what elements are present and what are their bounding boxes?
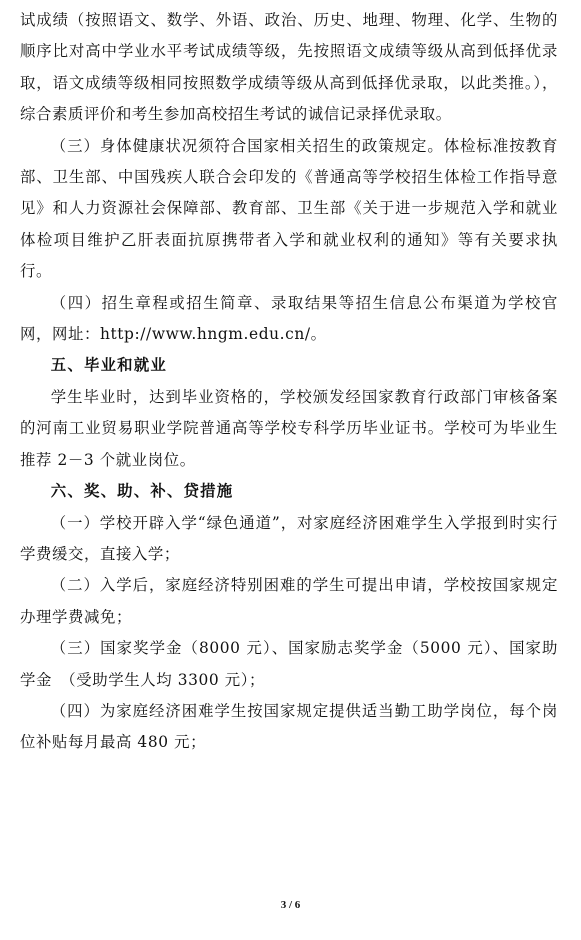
section-heading-aid: 六、奖、助、补、贷措施 <box>50 482 234 501</box>
paragraph-green-channel: （一）学校开辟入学“绿色通道”，对家庭经济困难学生入学报到时实行学费缓交，直接入学； <box>20 513 558 563</box>
paragraph-scholarships: （三）国家奖学金（8000 元）、国家励志奖学金（5000 元）、国家助学金 （受助学生人均 3300 元）； <box>20 639 558 689</box>
paragraph-work-study: （四）为家庭经济困难学生按国家规定提供适当勤工助学岗位，每个岗位补贴每月最高 480 元； <box>20 701 558 752</box>
section-heading-graduation: 五、毕业和就业 <box>50 356 167 375</box>
page-number: 3 / 6 <box>280 899 301 911</box>
paragraph-graduation: 学生毕业时，达到毕业资格的，学校颁发经国家教育行政部门审核备案的河南工业贸易职业学院普通高等学校专科学历毕业证书。学校可为毕业生推荐 2－3 个就业岗位。 <box>20 387 558 469</box>
paragraph-health-requirements: （三）身体健康状况须符合国家相关招生的政策规定。体检标准按教育部、卫生部、中国残疾人联合会印发的《普通高等学校招生体检工作指导意见》和人力资源社会保障部、教育部、卫生部《关于进一步规范入学和就业体检项目维护乙肝表面抗原携带者入学和就业权利的通知》等有关要求执行。 <box>20 136 558 281</box>
paragraph-tuition-reduction: （二）入学后，家庭经济特别困难的学生可提出申请，学校按国家规定办理学费减免； <box>20 576 558 626</box>
paragraph-admission-criteria: 试成绩（按照语文、数学、外语、政治、历史、地理、物理、化学、生物的顺序比对高中学业水平考试成绩等级，先按照语文成绩等级从高到低择优录取，语文成绩等级相同按照数学成绩等级从高到低择优录取，以此类推。），综合素质评价和考生参加高校招生考试的诚信记录择优录取。 <box>20 11 558 124</box>
document-body <box>20 5 558 759</box>
paragraph-info-channel: （四）招生章程或招生简章、录取结果等招生信息公布渠道为学校官网，网址：http://www.hngm.edu.cn/。 <box>20 293 558 344</box>
